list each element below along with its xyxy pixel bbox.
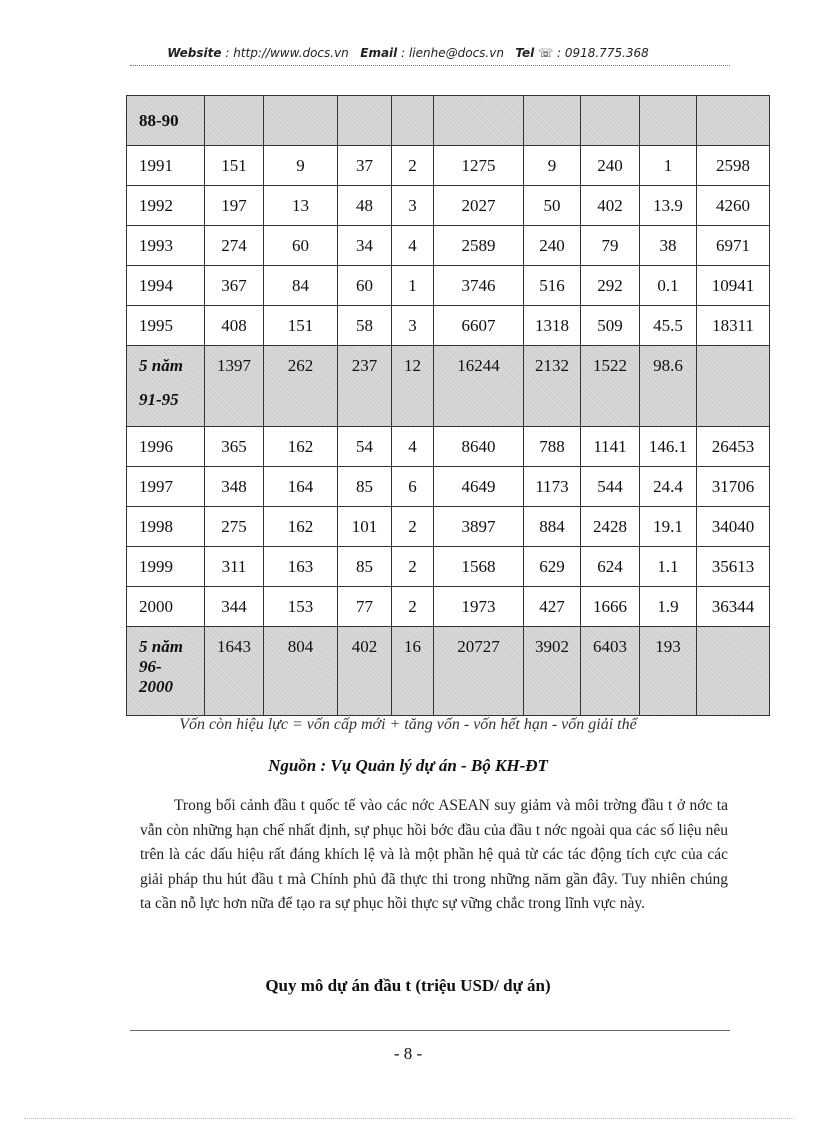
row-label: 1996 bbox=[139, 436, 173, 456]
row-label-line: 5 năm bbox=[139, 356, 183, 375]
table-cell bbox=[338, 96, 392, 146]
table-cell: 98.6 bbox=[640, 346, 697, 427]
row-label-line: 96- bbox=[139, 657, 162, 676]
table-cell: 292 bbox=[581, 266, 640, 306]
table-cell: 1643 bbox=[205, 627, 264, 716]
email-value[interactable]: : lienhe@docs.vn bbox=[401, 46, 504, 60]
table-cell: 1 bbox=[392, 266, 434, 306]
table-cell: 12 bbox=[392, 346, 434, 427]
table-cell: 13.9 bbox=[640, 186, 697, 226]
row-label-line: 5 năm bbox=[139, 637, 183, 656]
table-cell: 8640 bbox=[434, 427, 524, 467]
table-cell bbox=[205, 96, 264, 146]
table-row bbox=[127, 507, 770, 547]
table-cell: 1173 bbox=[524, 467, 581, 507]
table-cell bbox=[697, 96, 770, 146]
table-cell: 9 bbox=[264, 146, 338, 186]
table-cell: 162 bbox=[264, 427, 338, 467]
table-cell: 164 bbox=[264, 467, 338, 507]
table-cell: 162 bbox=[264, 507, 338, 547]
table-cell: 275 bbox=[205, 507, 264, 547]
table-cell: 344 bbox=[205, 587, 264, 627]
table-cell bbox=[264, 96, 338, 146]
table-cell: 20727 bbox=[434, 627, 524, 716]
table-cell: 3902 bbox=[524, 627, 581, 716]
table-cell: 1522 bbox=[581, 346, 640, 427]
table-cell: 6971 bbox=[697, 226, 770, 266]
table-cell: 1666 bbox=[581, 587, 640, 627]
table-cell: 367 bbox=[205, 266, 264, 306]
row-label: 1997 bbox=[139, 476, 173, 496]
row-label: 1998 bbox=[139, 516, 173, 536]
row-label-cell bbox=[127, 467, 205, 507]
tel-value: : 0918.775.368 bbox=[556, 46, 649, 60]
table-cell: 6 bbox=[392, 467, 434, 507]
table-cell: 348 bbox=[205, 467, 264, 507]
table-cell: 3 bbox=[392, 186, 434, 226]
table-cell: 35613 bbox=[697, 547, 770, 587]
table-cell: 1318 bbox=[524, 306, 581, 346]
table-note: Vốn còn hiệu lực = vốn cấp mới + tăng vốn - vốn hết hạn - vốn giải thể bbox=[179, 716, 637, 733]
table-row bbox=[127, 306, 770, 346]
table-cell: 48 bbox=[338, 186, 392, 226]
table-cell: 516 bbox=[524, 266, 581, 306]
table-cell: 408 bbox=[205, 306, 264, 346]
table-cell: 788 bbox=[524, 427, 581, 467]
row-label-line: 91-95 bbox=[139, 390, 179, 409]
table-cell: 2132 bbox=[524, 346, 581, 427]
table-cell bbox=[581, 96, 640, 146]
row-label-cell bbox=[127, 146, 205, 186]
table-cell: 0.1 bbox=[640, 266, 697, 306]
table-cell bbox=[697, 346, 770, 427]
table-row bbox=[127, 186, 770, 226]
table-cell: 6403 bbox=[581, 627, 640, 716]
table-cell: 311 bbox=[205, 547, 264, 587]
row-label-cell bbox=[127, 627, 205, 716]
tel-label: Tel bbox=[515, 46, 535, 60]
table-cell: 146.1 bbox=[640, 427, 697, 467]
table-cell: 1275 bbox=[434, 146, 524, 186]
table-cell: 1397 bbox=[205, 346, 264, 427]
table-row bbox=[127, 547, 770, 587]
header-divider bbox=[130, 65, 730, 66]
row-label-cell bbox=[127, 507, 205, 547]
table-cell bbox=[697, 627, 770, 716]
table-cell: 274 bbox=[205, 226, 264, 266]
table-cell: 2589 bbox=[434, 226, 524, 266]
table-cell: 85 bbox=[338, 547, 392, 587]
table-cell: 6607 bbox=[434, 306, 524, 346]
table-cell: 240 bbox=[581, 146, 640, 186]
table-cell: 4260 bbox=[697, 186, 770, 226]
table-cell: 2 bbox=[392, 146, 434, 186]
section-heading: Quy mô dự án đầu t (triệu USD/ dự án) bbox=[265, 976, 551, 995]
body-paragraph: Trong bối cảnh đầu t quốc tế vào các nớc ASEAN suy giảm và môi trờng đầu t ở nớc ta vẫn còn những hạn chế nhất định, sự phục hồi bớc đầu của đầu t nớc ngoài qua các số liệu nêu trên là các dấu hiệu rất đáng khích lệ và là một phần hệ quả từ các tác động tích cực của các giải pháp thu hút đầu t mà Chính phủ đã thực thi trong những năm gần đây. Tuy nhiên chúng ta cần nỗ lực hơn nữa để tạo ra sự phục hồi thực sự vững chắc trong lĩnh vực này. bbox=[140, 797, 728, 912]
table-cell: 3746 bbox=[434, 266, 524, 306]
row-label-cell bbox=[127, 427, 205, 467]
table-cell: 151 bbox=[264, 306, 338, 346]
table-row bbox=[127, 427, 770, 467]
table-cell: 60 bbox=[264, 226, 338, 266]
email-label: Email bbox=[360, 46, 398, 60]
table-cell bbox=[524, 96, 581, 146]
table-cell: 163 bbox=[264, 547, 338, 587]
table-cell: 4 bbox=[392, 427, 434, 467]
table-cell: 1973 bbox=[434, 587, 524, 627]
row-label-cell bbox=[127, 266, 205, 306]
table-cell: 4 bbox=[392, 226, 434, 266]
table-cell: 85 bbox=[338, 467, 392, 507]
phone-icon: ☏ bbox=[538, 46, 554, 60]
table-cell: 151 bbox=[205, 146, 264, 186]
table-cell bbox=[434, 96, 524, 146]
fdi-statistics-table bbox=[126, 95, 770, 716]
table-cell: 402 bbox=[338, 627, 392, 716]
table-cell: 509 bbox=[581, 306, 640, 346]
footer-divider bbox=[130, 1030, 730, 1031]
table-cell: 629 bbox=[524, 547, 581, 587]
row-label: 1999 bbox=[139, 556, 173, 576]
table-cell: 50 bbox=[524, 186, 581, 226]
page-header bbox=[0, 46, 816, 60]
table-cell: 101 bbox=[338, 507, 392, 547]
table-row bbox=[127, 627, 770, 716]
row-label-cell bbox=[127, 346, 205, 427]
table-cell: 2 bbox=[392, 587, 434, 627]
table-cell: 365 bbox=[205, 427, 264, 467]
table-cell: 84 bbox=[264, 266, 338, 306]
row-label-cell bbox=[127, 186, 205, 226]
table-cell: 9 bbox=[524, 146, 581, 186]
table-cell: 240 bbox=[524, 226, 581, 266]
table-cell: 1568 bbox=[434, 547, 524, 587]
table-cell: 58 bbox=[338, 306, 392, 346]
table-cell: 2428 bbox=[581, 507, 640, 547]
table-cell: 3897 bbox=[434, 507, 524, 547]
table-cell: 10941 bbox=[697, 266, 770, 306]
table-cell: 34040 bbox=[697, 507, 770, 547]
table-cell: 60 bbox=[338, 266, 392, 306]
table-cell: 31706 bbox=[697, 467, 770, 507]
row-label-cell bbox=[127, 547, 205, 587]
table-cell: 237 bbox=[338, 346, 392, 427]
page-number: - 8 - bbox=[393, 1044, 423, 1063]
row-label: 1991 bbox=[139, 155, 173, 175]
table-cell: 37 bbox=[338, 146, 392, 186]
table-cell: 4649 bbox=[434, 467, 524, 507]
table-row bbox=[127, 226, 770, 266]
table-cell: 77 bbox=[338, 587, 392, 627]
row-label-cell bbox=[127, 226, 205, 266]
table-body bbox=[127, 96, 770, 716]
table-cell bbox=[640, 96, 697, 146]
table-cell: 36344 bbox=[697, 587, 770, 627]
table-cell: 153 bbox=[264, 587, 338, 627]
table-cell: 197 bbox=[205, 186, 264, 226]
row-label-cell bbox=[127, 587, 205, 627]
table-cell: 79 bbox=[581, 226, 640, 266]
row-label-line: 2000 bbox=[139, 677, 173, 696]
row-label: 88-90 bbox=[139, 110, 179, 130]
table-cell: 1.9 bbox=[640, 587, 697, 627]
row-label: 1992 bbox=[139, 195, 173, 215]
row-label-cell bbox=[127, 306, 205, 346]
website-value[interactable]: : http://www.docs.vn bbox=[225, 46, 349, 60]
row-label: 1993 bbox=[139, 235, 173, 255]
page-bottom-border bbox=[24, 1118, 794, 1119]
table-cell: 402 bbox=[581, 186, 640, 226]
table-cell: 18311 bbox=[697, 306, 770, 346]
row-label-cell bbox=[127, 96, 205, 146]
table-cell: 1.1 bbox=[640, 547, 697, 587]
table-cell: 884 bbox=[524, 507, 581, 547]
table-cell: 1141 bbox=[581, 427, 640, 467]
row-label: 1995 bbox=[139, 315, 173, 335]
table-cell: 2 bbox=[392, 547, 434, 587]
source-citation: Nguồn : Vụ Quản lý dự án - Bộ KH-ĐT bbox=[268, 756, 548, 775]
table-cell: 16244 bbox=[434, 346, 524, 427]
table-cell: 427 bbox=[524, 587, 581, 627]
table-cell: 2 bbox=[392, 507, 434, 547]
table-cell: 624 bbox=[581, 547, 640, 587]
row-label: 1994 bbox=[139, 275, 173, 295]
table-cell: 544 bbox=[581, 467, 640, 507]
table-cell bbox=[392, 96, 434, 146]
table-row bbox=[127, 587, 770, 627]
table-cell: 2598 bbox=[697, 146, 770, 186]
row-label: 2000 bbox=[139, 596, 173, 616]
table-cell: 804 bbox=[264, 627, 338, 716]
table-cell: 26453 bbox=[697, 427, 770, 467]
table-cell: 262 bbox=[264, 346, 338, 427]
table-row bbox=[127, 96, 770, 146]
table-cell: 19.1 bbox=[640, 507, 697, 547]
table-cell: 45.5 bbox=[640, 306, 697, 346]
table-cell: 38 bbox=[640, 226, 697, 266]
table-row bbox=[127, 146, 770, 186]
table-cell: 16 bbox=[392, 627, 434, 716]
table-row bbox=[127, 467, 770, 507]
website-label: Website bbox=[167, 46, 222, 60]
table-row bbox=[127, 266, 770, 306]
table-cell: 34 bbox=[338, 226, 392, 266]
table-row bbox=[127, 346, 770, 427]
table-cell: 13 bbox=[264, 186, 338, 226]
table-cell: 2027 bbox=[434, 186, 524, 226]
table-cell: 3 bbox=[392, 306, 434, 346]
table-cell: 1 bbox=[640, 146, 697, 186]
table-cell: 54 bbox=[338, 427, 392, 467]
table-cell: 24.4 bbox=[640, 467, 697, 507]
table-cell: 193 bbox=[640, 627, 697, 716]
